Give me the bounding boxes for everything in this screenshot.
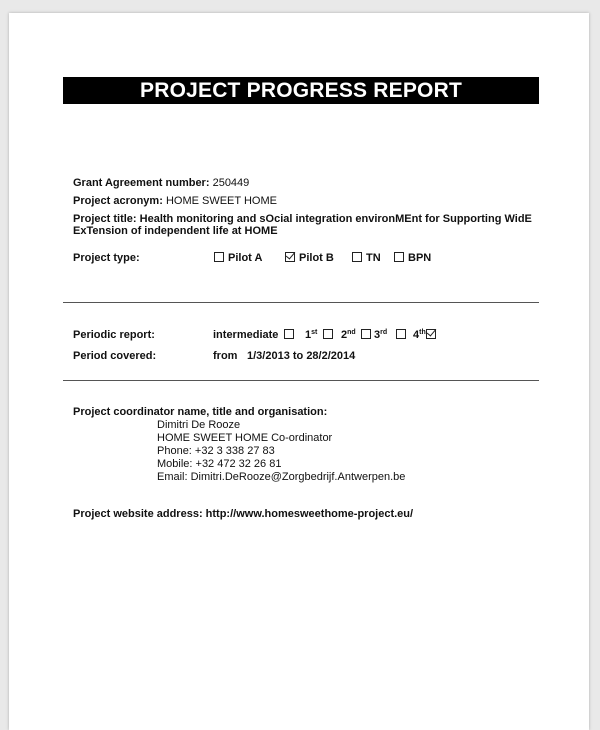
periodic-3rd[interactable]: 3rd xyxy=(374,328,410,342)
project-type-pilot-a[interactable]: Pilot A xyxy=(214,251,262,265)
project-title-line2: ExTension of independent life at HOME xyxy=(73,225,278,237)
project-type-tn[interactable]: TN xyxy=(352,251,381,265)
checkbox-icon[interactable] xyxy=(214,252,224,262)
project-title-line1: Health monitoring and sOcial integration environMEnt for Supporting WidE xyxy=(139,213,532,225)
periodic-intermediate[interactable]: intermediate xyxy=(213,328,298,342)
checkbox-icon[interactable] xyxy=(396,329,406,339)
document-page xyxy=(9,13,589,730)
coordinator-label: Project coordinator name, title and organisation: xyxy=(73,406,328,418)
periodic-report-label: Periodic report: xyxy=(73,329,155,341)
coordinator-phone: Phone: +32 3 338 27 83 xyxy=(157,445,275,457)
divider-2 xyxy=(63,380,539,381)
checked-checkbox-icon[interactable] xyxy=(426,329,436,339)
report-title: PROJECT PROGRESS REPORT xyxy=(63,77,539,104)
website-row xyxy=(73,507,413,521)
checkbox-icon[interactable] xyxy=(284,329,294,339)
period-covered-value: 1/3/2013 to 28/2/2014 xyxy=(247,350,356,362)
project-title-label: Project title: xyxy=(73,213,137,225)
checkbox-icon[interactable] xyxy=(394,252,404,262)
coordinator-role: HOME SWEET HOME Co-ordinator xyxy=(157,432,333,444)
coordinator-name: Dimitri De Rooze xyxy=(157,419,241,431)
period-covered-from: from xyxy=(213,350,238,362)
grant-label: Grant Agreement number: xyxy=(73,177,210,189)
project-type-label: Project type: xyxy=(73,252,140,264)
coordinator-mobile: Mobile: +32 472 32 26 81 xyxy=(157,458,282,470)
acronym-label: Project acronym: xyxy=(73,195,163,207)
grant-value: 250449 xyxy=(212,177,250,189)
acronym-value: HOME SWEET HOME xyxy=(165,195,277,207)
grant-row xyxy=(73,176,249,190)
checkbox-icon[interactable] xyxy=(323,329,333,339)
checkbox-icon[interactable] xyxy=(352,252,362,262)
coordinator-email: Email: Dimitri.DeRooze@Zorgbedrijf.Antwerpen.be xyxy=(157,471,406,483)
website-link[interactable]: http://www.homesweethome-project.eu/ xyxy=(205,508,414,520)
project-type-bpn[interactable]: BPN xyxy=(394,251,431,265)
website-label: Project website address: xyxy=(73,508,203,520)
period-covered-label: Period covered: xyxy=(73,350,157,362)
project-type-pilot-b[interactable]: Pilot B xyxy=(285,251,334,265)
periodic-1st[interactable]: 1st xyxy=(305,328,337,342)
acronym-row xyxy=(73,194,277,208)
divider-1 xyxy=(63,302,539,303)
checked-checkbox-icon[interactable] xyxy=(285,252,295,262)
periodic-4th[interactable]: 4th xyxy=(413,328,440,342)
periodic-2nd[interactable]: 2nd xyxy=(341,328,375,342)
checkbox-icon[interactable] xyxy=(361,329,371,339)
